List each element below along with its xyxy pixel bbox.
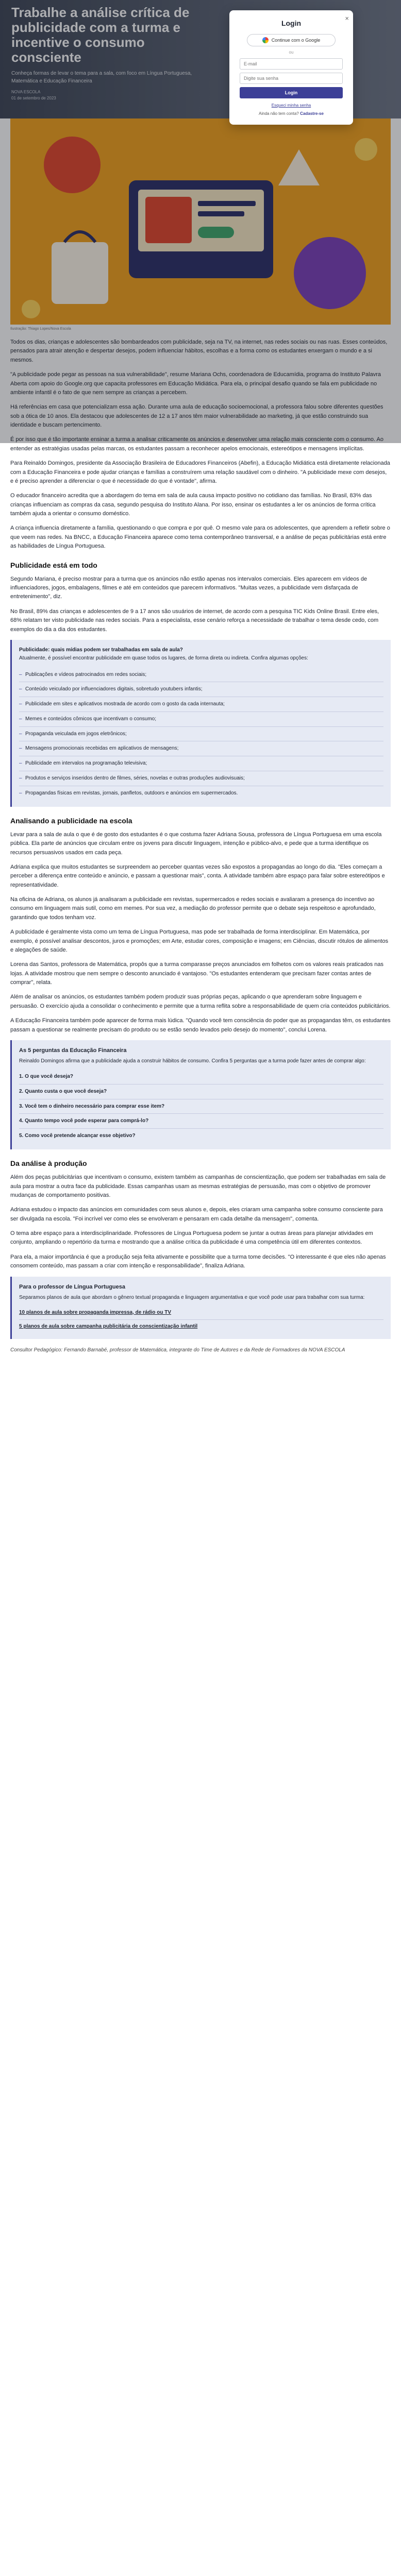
consultant-credit: Consultor Pedagógico: Fernando Barnabé, professor de Matemática, integrante do Time de Autores e da Rede de Formadores da NOVA ESCOLA bbox=[10, 1347, 345, 1353]
section-heading: Publicidade está em todo bbox=[10, 561, 97, 569]
paragraph: Adriana explica que muitos estudantes se surpreendem ao perceber quantas vezes são expostos a propagandas ao longo do dia. "Eles começam a perceber a diferença entre conteúdo e anúncio, e passam a questionar mais", conta. A atividade também abre espaço para falar sobre estereótipos e representatividade. bbox=[10, 863, 385, 888]
media-list bbox=[19, 668, 383, 801]
paragraph: Para ela, a maior importância é que a produção seja feita ativamente e possibilite que a turma tome decisões. "O interessante é que eles não apenas consomem conteúdo, mas passam a criar com intenção e responsabilidade", finaliza Adriana. bbox=[10, 1253, 386, 1269]
paragraph: O educador financeiro acredita que a abordagem do tema em sala de aula causa impacto positivo no cotidiano das famílias. No Brasil, 83% das crianças influenciam as compras da casa, segundo pesquisa do Instituto Alana. Por isso, ensinar os estudantes a ler os anúncios de forma crítica também ajuda a orientar o consumo doméstico. bbox=[10, 493, 376, 517]
callout-title: Publicidade: quais mídias podem ser trabalhadas em sala de aula? bbox=[19, 647, 183, 653]
section-heading: Analisando a publicidade na escola bbox=[10, 816, 132, 825]
password-field[interactable] bbox=[240, 73, 343, 84]
question-item: 5. Como você pretende alcançar esse objetivo? bbox=[19, 1133, 136, 1139]
list-item: – Publicidade em sites e aplicativos mostrada de acordo com o gosto da cada internauta; bbox=[19, 697, 383, 712]
or-divider: ou bbox=[289, 50, 294, 55]
google-icon bbox=[262, 37, 269, 43]
paragraph: A Educação Financeira também pode aparecer de forma mais lúdica. "Quando você tem consciência do poder que as propagandas têm, os estudantes passam a questionar se realmente precisam do produto ou se estão sendo levados pelo desejo do momento", conclui Lorena. bbox=[10, 1018, 391, 1033]
close-icon[interactable]: × bbox=[345, 14, 349, 22]
paragraph: O tema abre espaço para a interdisciplinaridade. Professores de Língua Portuguesa podem se juntar a outras áreas para planejar atividades em conjunto, ampliando o repertório da turma e mostrando que a análise crítica da publicidade é uma competência útil em diferentes contextos. bbox=[10, 1230, 373, 1246]
paragraph: A publicidade é geralmente vista como um tema de Língua Portuguesa, mas pode ser trabalhada de forma interdisciplinar. Em Matemática, por exemplo, é possível analisar descontos, juros e promoções; em Arte, estudar cores, composição e imagens; em Ciências, discutir rótulos de alimentos e alegações de saúde. bbox=[10, 929, 389, 953]
google-login-label: Continue com o Google bbox=[271, 38, 321, 43]
list-item: – Mensagens promocionais recebidas em aplicativos de mensagens; bbox=[19, 741, 383, 756]
illustration-circle-red bbox=[44, 137, 101, 193]
signup-row bbox=[240, 111, 343, 117]
media-callout-box bbox=[10, 640, 391, 807]
illustration-coin bbox=[22, 300, 40, 318]
list-item: – Propaganda veiculada em jogos eletrônicos; bbox=[19, 727, 383, 742]
illustration-circle-purple bbox=[294, 237, 366, 309]
page-subtitle: Conheça formas de levar o tema para a sala, com foco em Língua Portuguesa, Matemática e Educação Financeira bbox=[11, 71, 192, 84]
signup-link[interactable]: Cadastre-se bbox=[300, 111, 324, 116]
illustration-text-line bbox=[198, 201, 256, 206]
questions-intro: Reinaldo Domingos afirma que a publicidade ajuda a construir hábitos de consumo. Confira 5 perguntas que a turma pode fazer antes de comprar algo: bbox=[19, 1058, 366, 1064]
illustration-text-line bbox=[198, 211, 244, 216]
lesson-plan-link[interactable]: 10 planos de aula sobre propaganda impressa, de rádio ou TV bbox=[19, 1306, 383, 1320]
page-title: Trabalhe a análise crítica de publicidade com a turma e incentive o consumo consciente bbox=[11, 5, 190, 65]
paragraph: Além de analisar os anúncios, os estudantes também podem produzir suas próprias peças, aplicando o que aprenderam sobre linguagem e persuasão. O exercício ajuda a consolidar o conhecimento e permite que a turma reflita sobre a responsabilidade de quem cria conteúdos publicitários. bbox=[10, 994, 391, 1009]
lesson-plans-intro: Separamos planos de aula que abordam o gênero textual propaganda e linguagem argumentativa e que você pode usar para trabalhar com sua turma: bbox=[19, 1294, 365, 1300]
paragraph: "A publicidade pode pegar as pessoas na sua vulnerabilidade", resume Mariana Ochs, coordenadora de Educamídia, programa do Instituto Palavra Aberta com apoio do Google.org que capacita professores em Educação Midiática. Para ela, o principal desafio quando se fala em publicidade no ambiente infantil é o fato de que nem sempre as crianças a percebem. bbox=[10, 371, 381, 396]
questions-box bbox=[10, 1040, 391, 1149]
article-date: 01 de setembro de 2023 bbox=[11, 96, 56, 101]
list-item: – Propagandas físicas em revistas, jornais, panfletos, outdoors e anúncios em supermercados. bbox=[19, 786, 383, 801]
paragraph: Para Reinaldo Domingos, presidente da Associação Brasileira de Educadores Financeiros (Abefin), a Educação Midiática está diretamente relacionada com a Educação Financeira e pode ajudar crianças e famílias a construírem uma relação saudável com o dinheiro. "A publicidade mexe com desejos, e é preciso aprender a diferenciar o que é necessidade do que é vontade", afirma. bbox=[10, 460, 390, 484]
login-title: Login bbox=[281, 19, 302, 27]
google-login-button[interactable] bbox=[247, 34, 336, 46]
article-body bbox=[0, 338, 401, 1354]
callout-subtitle: Atualmente, é possível encontrar publicidade em quase todos os lugares, de forma direta ou indireta. Confira algumas opções: bbox=[19, 655, 308, 661]
header-text bbox=[11, 5, 197, 101]
signup-prefix: Ainda não tem conta? bbox=[259, 111, 299, 116]
paragraph: No Brasil, 89% das crianças e adolescentes de 9 a 17 anos são usuários de internet, de acordo com a pesquisa TIC Kids Online Brasil. Entre eles, 68% relatam ter visto publicidade nas redes sociais. Para a especialista, esse cenário reforça a necessidade de trabalhar o tema desde cedo, com exemplos do dia a dia dos estudantes. bbox=[10, 608, 379, 633]
questions-title: As 5 perguntas da Educação Financeira bbox=[19, 1047, 127, 1054]
illustration-shopping-bag bbox=[52, 242, 108, 304]
paragraph: Além dos peças publicitárias que incentivam o consumo, existem também as campanhas de conscientização, que podem ser trabalhadas em sala de aula para mostrar a outra face da publicidade. Essas campanhas usam as mesmas estratégias de persuasão, mas com o objetivo de promover mudanças de comportamento positivas. bbox=[10, 1174, 386, 1198]
paragraph: Todos os dias, crianças e adolescentes são bombardeados com publicidade, seja na TV, na internet, nas redes sociais ou nas ruas. Esses conteúdos, pensados para atrair atenção e despertar desejos, podem influenciar hábitos, escolhas e a forma como os estudantes enxergam o mundo e a si mesmos. bbox=[10, 339, 388, 363]
illustration-product bbox=[145, 197, 192, 243]
question-item: 4. Quanto tempo você pode esperar para comprá-lo? bbox=[19, 1114, 383, 1129]
section-heading: Da análise à produção bbox=[10, 1159, 87, 1168]
paragraph: É por isso que é tão importante ensinar a turma a analisar criticamente os anúncios e desenvolver uma relação mais consciente com o consumo. Ao entender as estratégias usadas pelas marcas, os estudantes passam a reconhecer apelos emocionais, estereótipos e mensagens implícitas. bbox=[10, 436, 383, 452]
lesson-plans-box bbox=[10, 1277, 391, 1340]
illustration-coin bbox=[355, 138, 377, 161]
list-item: – Publicações e vídeos patrocinados em redes sociais; bbox=[19, 668, 383, 683]
article-author: NOVA ESCOLA bbox=[11, 90, 41, 95]
list-item: – Memes e conteúdos cômicos que incentivam o consumo; bbox=[19, 712, 383, 727]
lesson-plans-title: Para o professor de Língua Portuguesa bbox=[19, 1283, 125, 1290]
paragraph: Adriana estudou o impacto das anúncios em comunidades com seus alunos e, depois, eles criaram uma campanha sobre consumo consciente para ser divulgada na escola. "Foi incrível ver como eles se envolveram e pensaram em cada detalhe da mensagem", comenta. bbox=[10, 1207, 383, 1222]
paragraph: Na oficina de Adriana, os alunos já analisaram a publicidade em revistas, supermercados e redes sociais e avaliaram a presença do incentivo ao consumo em linguagem mais sutil, como em memes. Por sua vez, a mediação do professor permite que o debate seja respeitoso e aprofundado, garantindo que todos tenham voz. bbox=[10, 896, 376, 921]
question-item: 3. Você tem o dinheiro necessário para comprar esse item? bbox=[19, 1099, 383, 1114]
article-illustration bbox=[10, 118, 391, 325]
paragraph: Segundo Mariana, é preciso mostrar para a turma que os anúncios não estão apenas nos intervalos comerciais. Eles aparecem em vídeos de influenciadores, jogos, embalagens, filmes e até em conteúdos que parecem informativos. "Muitas vezes, a publicidade vem disfarçada de entretenimento", diz. bbox=[10, 575, 367, 600]
list-item: – Conteúdo veiculado por influenciadores digitais, sobretudo youtubers infantis; bbox=[19, 682, 383, 697]
paragraph: Lorena das Santos, professora de Matemática, propôs que a turma comparasse preços anunciados em folhetos com os valores reais praticados nas lojas. A atividade mostrou que nem sempre o desconto anunciado é vantajoso. "Os estudantes entenderam que precisam fazer contas antes de comprar", relata. bbox=[10, 961, 383, 986]
list-item: – Publicidade em intervalos na programação televisiva; bbox=[19, 756, 383, 771]
question-item: 2. Quanto custa o que você deseja? bbox=[19, 1084, 383, 1099]
illustration-svg bbox=[10, 118, 391, 325]
email-field[interactable] bbox=[240, 58, 343, 70]
login-button[interactable]: Login bbox=[240, 87, 343, 98]
paragraph: Levar para a sala de aula o que é de gosto dos estudantes é o que costuma fazer Adriana Sousa, professora de Língua Portuguesa em uma escola pública. Ela parte de anúncios que circulam entre os jovens para discutir linguagem, intenção e público-alvo, e pede que a turma identifique os recursos persuasivos usados em cada peça. bbox=[10, 831, 382, 856]
login-modal bbox=[229, 10, 353, 125]
illustration-buy-button bbox=[198, 227, 234, 238]
question-item: 1. O que você deseja? bbox=[19, 1070, 383, 1084]
list-item: – Produtos e serviços inseridos dentro de filmes, séries, novelas e outras produções audiovisuais; bbox=[19, 771, 383, 786]
forgot-password-link[interactable]: Esqueci minha senha bbox=[271, 103, 311, 108]
lesson-plan-link[interactable]: 5 planos de aula sobre campanha publicitária de conscientização infantil bbox=[19, 1323, 198, 1329]
paragraph: Há referências em casa que potencializam essa ação. Durante uma aula de educação socioemocional, a professora falou sobre diferentes questões sob a ótica de 10 anos. Ela destacou que adolescentes de 12 a 17 anos têm maior vulnerabilidade ao marketing, já que estão construindo sua identidade e buscam pertencimento. bbox=[10, 404, 383, 429]
image-caption: Ilustração: Thiago Lopes/Nova Escola bbox=[10, 327, 71, 331]
paragraph: A criança influencia diretamente a família, questionando o que compra e por quê. O mesmo vale para os adolescentes, que aprendem a refletir sobre o que veem nas redes. Na BNCC, a Educação Financeira aparece como tema contemporâneo transversal, e a análise de peças publicitárias está entre as habilidades de Língua Portuguesa. bbox=[10, 525, 390, 550]
